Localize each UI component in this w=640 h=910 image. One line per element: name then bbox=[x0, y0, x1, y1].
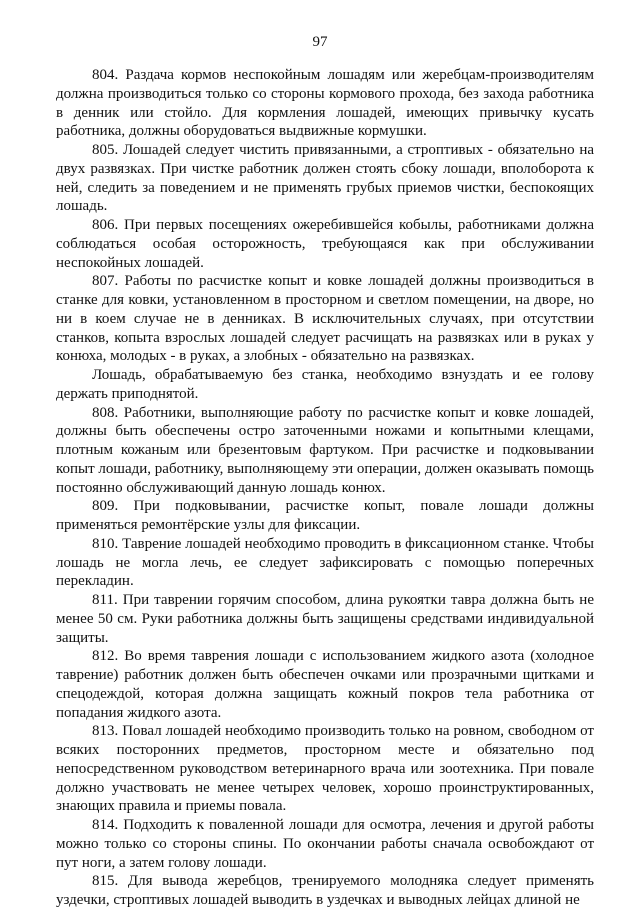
paragraph-807-continuation: Лошадь, обрабатываемую без станка, необходимо взнуздать и ее голову держать приподнятой. bbox=[56, 367, 594, 402]
page-number: 97 bbox=[312, 34, 328, 50]
paragraph-815: 815. Для вывода жеребцов, тренируемого молодняка следует применять уздечки, строптивых лошадей выводить в уздечках и выводных лейцах длиной не bbox=[56, 873, 594, 908]
paragraph-812: 812. Во время таврения лошади с использованием жидкого азота (холодное таврение) работник должен быть обеспечен очками или прозрачными щитками и спецодеждой, которая должна защищать кожный покров тела работника от попадания жидкого азота. bbox=[56, 648, 594, 721]
paragraph-804: 804. Раздача кормов неспокойным лошадям или жеребцам-производителям должна производиться только со стороны кормового прохода, без захода работника в денник или стойло. Для кормления лошадей, имеющих привычку кусать работника, должны оборудоваться выдвижные кормушки. bbox=[56, 67, 594, 140]
paragraph-809: 809. При подковывании, расчистке копыт, повале лошади должны применяться ремонтёрские узлы для фиксации. bbox=[56, 498, 594, 533]
paragraph-813: 813. Повал лошадей необходимо производить только на ровном, свободном от всяких посторонних предметов, просторном месте и обязательно под непосредственном руководством ветеринарного врача или зоотехника. При повале должно участвовать не менее четырех человек, хорошо проинструктированных, знающих правила и приемы повала. bbox=[56, 723, 594, 815]
paragraph-810: 810. Таврение лошадей необходимо проводить в фиксационном станке. Чтобы лошадь не могла лечь, ее следует зафиксировать с помощью поперечных перекладин. bbox=[56, 535, 594, 590]
paragraph-805: 805. Лошадей следует чистить привязанными, а строптивых - обязательно на двух развязках. При чистке работник должен стоять сбоку лошади, вполоборота к ней, следить за поведением и не применять грубых приемов чистки, беспокоящих лошадь. bbox=[56, 142, 594, 215]
body-text bbox=[56, 66, 594, 910]
paragraph-807: 807. Работы по расчистке копыт и ковке лошадей должны производиться в станке для ковки, установленном в просторном и светлом помещении, на дворе, но ни в коем случае не в денниках. В исключительных случаях, при отсутствии станков, копыта взрослых лошадей следует расчищать на развязках или в руках у конюха, молодых - в руках, а злобных - обязательно на развязках. bbox=[56, 273, 594, 365]
paragraph-806: 806. При первых посещениях ожеребившейся кобылы, работниками должна соблюдаться особая осторожность, требующаяся как при обслуживании неспокойных лошадей. bbox=[56, 217, 594, 271]
paragraph-814: 814. Подходить к поваленной лошади для осмотра, лечения и другой работы можно только со стороны спины. По окончании работы сначала освобождают от пут ноги, а затем голову лошади. bbox=[56, 817, 594, 871]
paragraph-811: 811. При таврении горячим способом, длина рукоятки тавра должна быть не менее 50 см. Руки работника должны быть защищены средствами индивидуальной защиты. bbox=[56, 592, 594, 646]
paragraph-808: 808. Работники, выполняющие работу по расчистке копыт и ковке лошадей, должны быть обеспечены остро заточенными ножами и копытными клещами, плотным кожаным или брезентовым фартуком. При расчистке и подковывании копыт лошади, работнику, выполняющему эти операции, должен оказывать помощь постоянно обслуживающий данную лошадь конюх. bbox=[56, 404, 594, 496]
